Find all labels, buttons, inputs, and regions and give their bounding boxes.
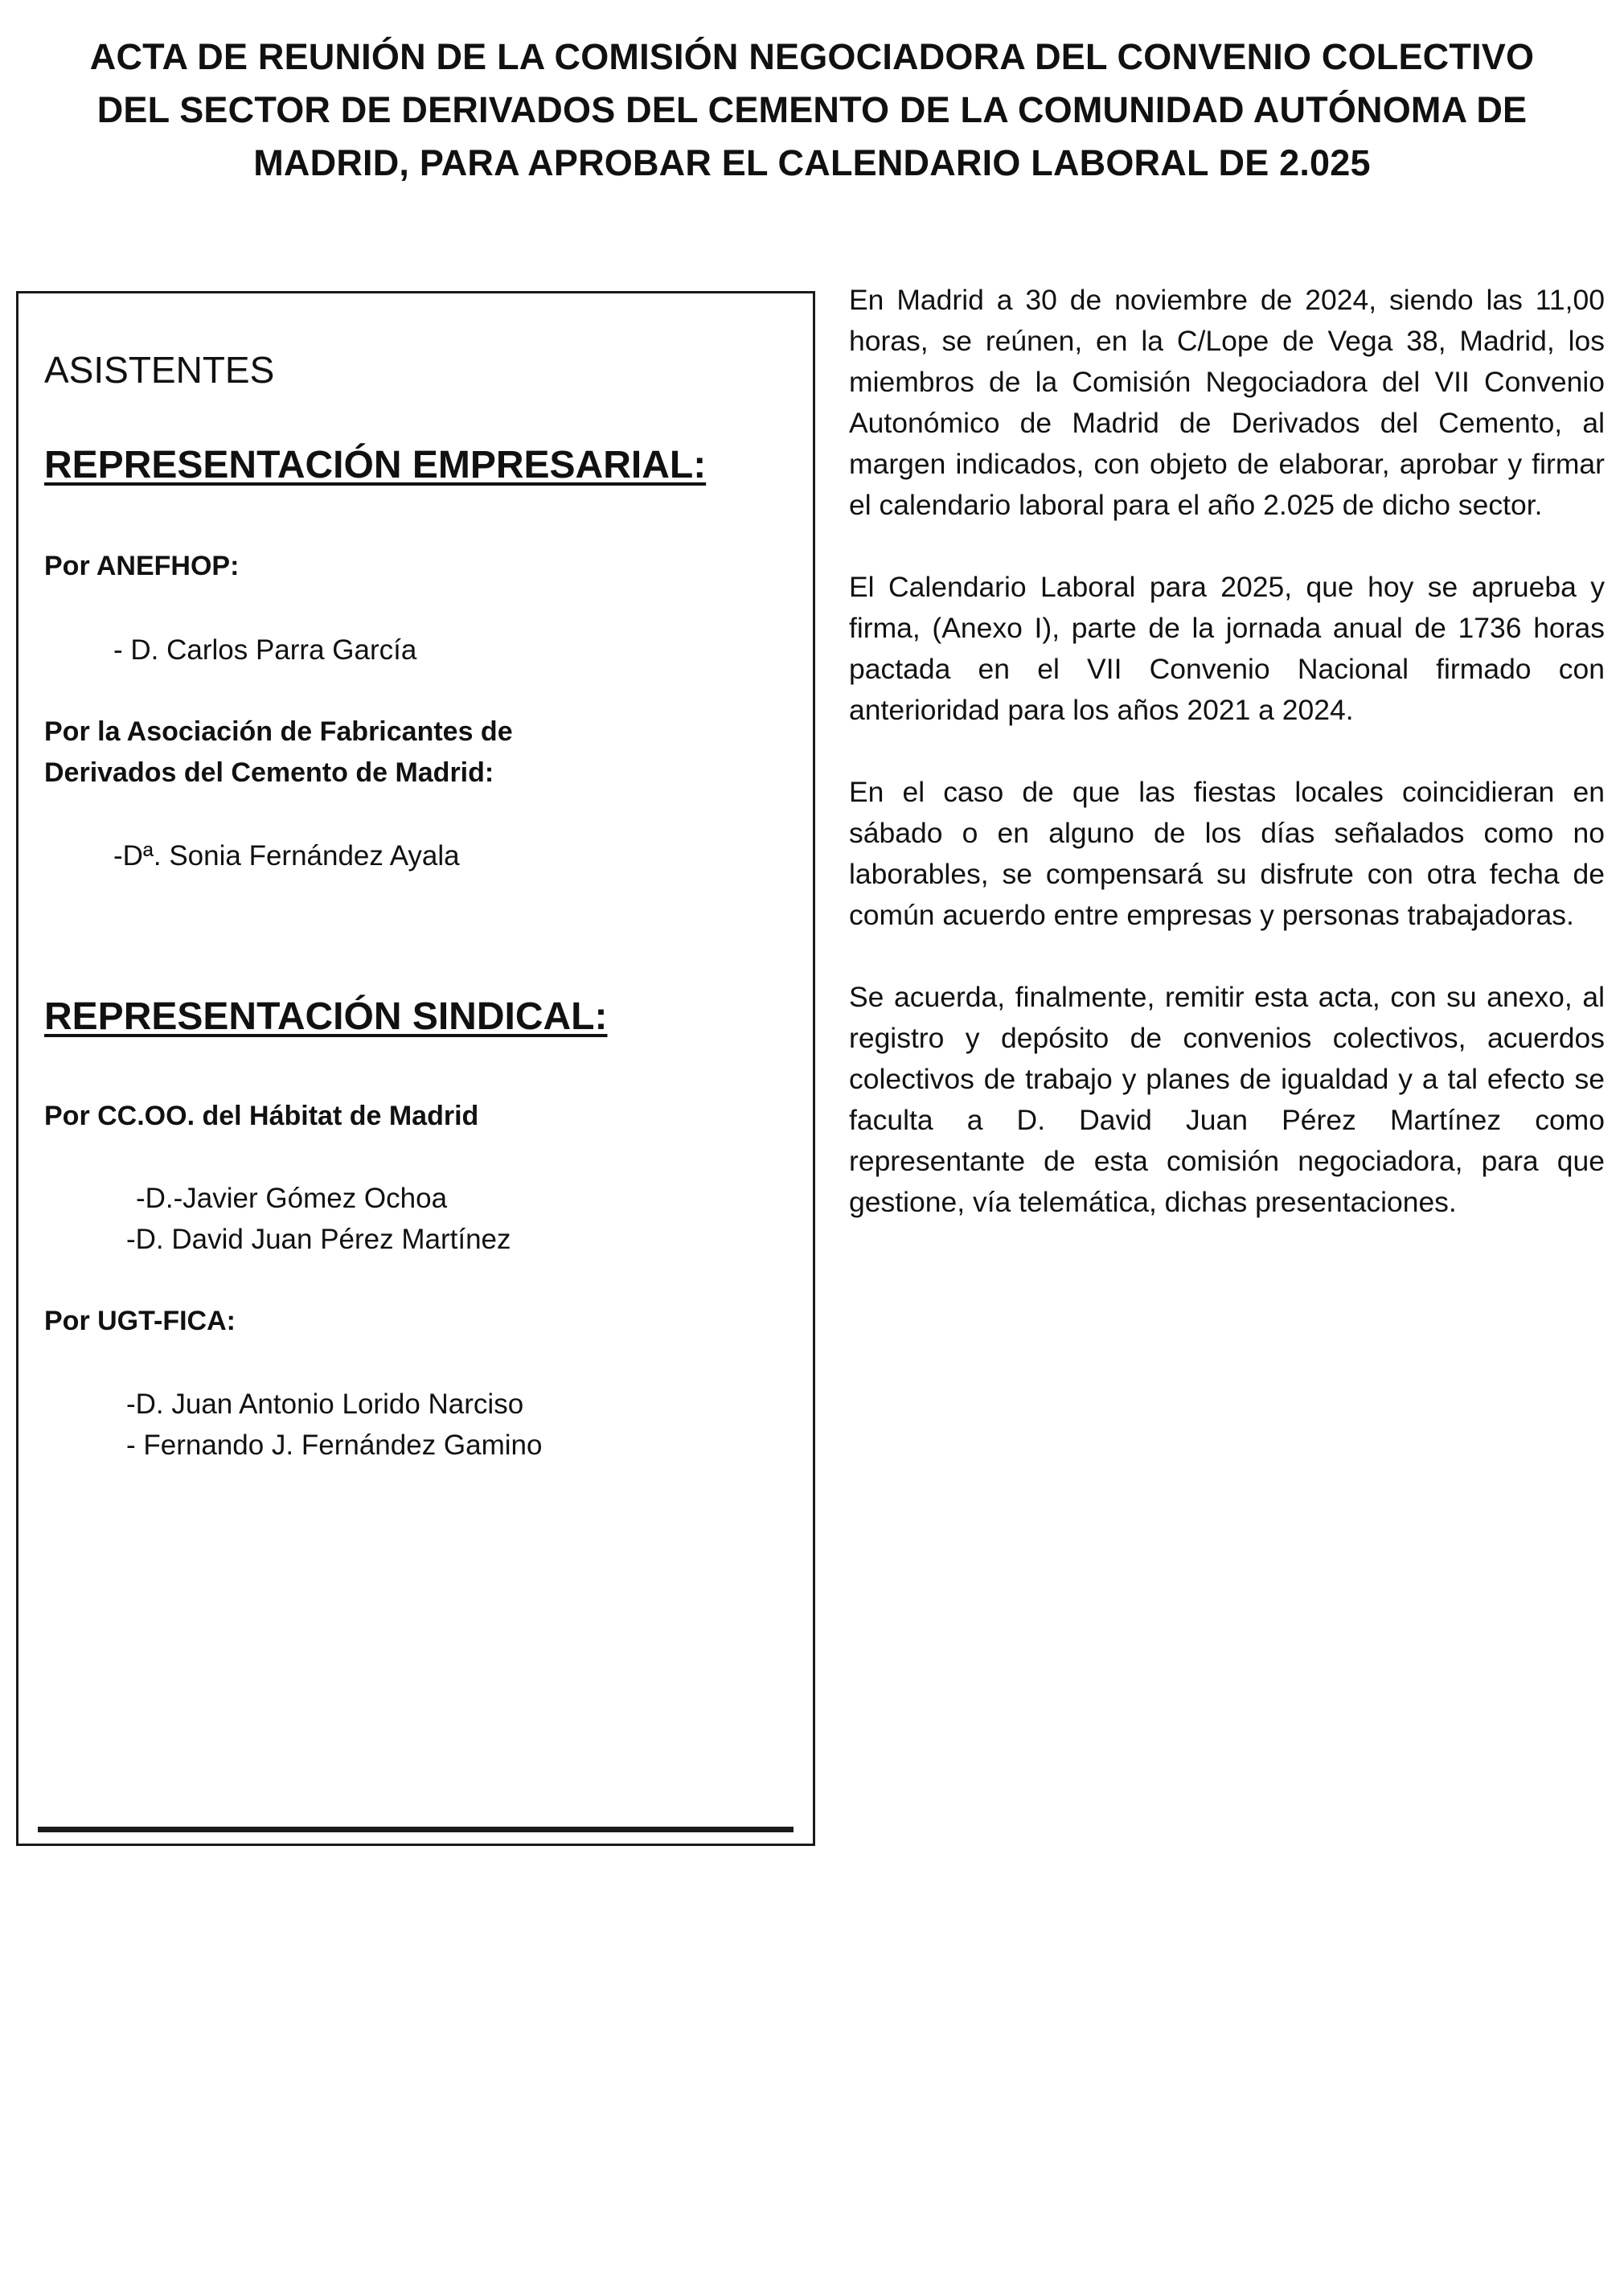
org-association-line-2: Derivados del Cemento de Madrid: xyxy=(44,757,494,788)
attendees-heading: ASISTENTES xyxy=(44,349,275,391)
attendee-name: -D. Juan Antonio Lorido Narciso xyxy=(126,1389,524,1420)
org-ccoo: Por CC.OO. del Hábitat de Madrid xyxy=(44,1101,479,1131)
union-representation-heading: REPRESENTACIÓN SINDICAL: xyxy=(44,995,608,1038)
attendee-name: -D.-Javier Gómez Ochoa xyxy=(136,1183,448,1214)
title-line-1: ACTA DE REUNIÓN DE LA COMISIÓN NEGOCIADORA DEL CONVENIO COLECTIVO xyxy=(89,36,1535,77)
title-line-3: MADRID, PARA APROBAR EL CALENDARIO LABORAL DE 2.025 xyxy=(253,142,1371,183)
body-paragraph: En el caso de que las fiestas locales coincidieran en sábado o en alguno de los días señalados como no laborables, se compensará su disfrute con otra fecha de común acuerdo entre empresas y personas trabajadoras. xyxy=(849,776,1605,931)
title-line-2: DEL SECTOR DE DERIVADOS DEL CEMENTO DE LA COMUNIDAD AUTÓNOMA DE xyxy=(96,89,1528,130)
attendee-name: -D. David Juan Pérez Martínez xyxy=(126,1224,511,1255)
attendee-name: - Fernando J. Fernández Gamino xyxy=(126,1430,543,1461)
body-paragraph: Se acuerda, finalmente, remitir esta acta, con su anexo, al registro y depósito de convenios colectivos, acuerdos colectivos de trabajo y planes de igualdad y a tal efecto se faculta a D. David Juan Pérez Martínez como representante de esta comisión negociadora, para que gestione, vía telemática, dichas presentaciones. xyxy=(849,981,1605,1218)
org-anefhop: Por ANEFHOP: xyxy=(44,551,240,581)
body-paragraph: El Calendario Laboral para 2025, que hoy se aprueba y firma, (Anexo I), parte de la jornada anual de 1736 horas pactada en el VII Convenio Nacional firmado con anterioridad para los años 2021 a 2024. xyxy=(849,571,1605,726)
org-ugt-fica: Por UGT-FICA: xyxy=(44,1306,236,1336)
body-paragraph: En Madrid a 30 de noviembre de 2024, siendo las 11,00 horas, se reúnen, en la C/Lope de Vega 38, Madrid, los miembros de la Comisión Negociadora del VII Convenio Autonómico de Madrid de Derivados del Cemento, al margen indicados, con objeto de elaborar, aprobar y firmar el calendario laboral para el año 2.025 de dicho sector. xyxy=(849,284,1605,521)
box-bottom-rule xyxy=(38,1827,794,1832)
minutes-body xyxy=(849,280,1605,1264)
business-representation-heading: REPRESENTACIÓN EMPRESARIAL: xyxy=(44,444,707,486)
org-association-line-1: Por la Asociación de Fabricantes de xyxy=(44,716,513,747)
attendees-box xyxy=(16,291,815,1846)
document-title xyxy=(0,31,1624,190)
attendee-name: - D. Carlos Parra García xyxy=(113,634,417,666)
attendee-name: -Dª. Sonia Fernández Ayala xyxy=(113,840,460,872)
